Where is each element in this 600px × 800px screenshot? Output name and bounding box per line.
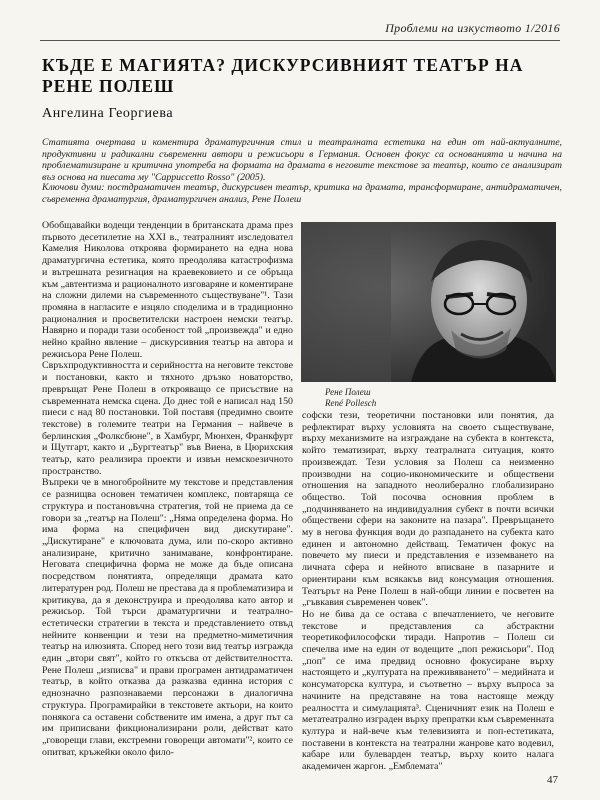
right-column	[302, 410, 554, 773]
paragraph: софски тези, теоретични постановки или понятия, да рефлектират върху условията на своето съществуване, върху механизмите на изграждане на субекта в контекста, който тематизират, върху театралната ситуация, която произвеждат. Тези условия за Полеш са неизменно производни на социо-икономическите и обществени отношения на западното неолиберално глобализирано общество. Той посочва основния проблем в „подчиняването на индивидуалния субект в почти всички обществени сфери на законите на пазара". Превръщането му в негова функция води до разпадането на субекта като единен и автономно действащ. Тематичен фокус на повечето му пиеси и представления е изземването на личната сфера и нейното вписване в пазарните и ориентирани към всякакъв вид консумация отношения. Театърът на Рене Полеш в най-общи линии е посветен на „гъвкавия съвременен човек".	[302, 410, 554, 609]
article-title: КЪДЕ Е МАГИЯТА? ДИСКУРСИВНИЯТ ТЕАТЪР НА РЕНЕ ПОЛЕШ	[42, 55, 524, 96]
left-column	[42, 220, 293, 775]
author-photo	[301, 222, 556, 382]
portrait-image	[301, 222, 556, 382]
photo-caption	[325, 387, 376, 409]
paragraph: Въпреки че в многобройните му текстове и представления се разнищва основен тематичен комплекс, повтаряща се структура и постановъчна стратегия, той не приема да се говори за „театър на Полеш": „Няма определена форма. Но има форма на специфичен вид дискутиране". „Дискутиране" е ключовата дума, или по-скоро активно анализиране, критично занимаване, конфронтиране. Неговата специфична форма не може да бъде описана посредством понятията, определящи драмата като литературен род. Полеш не престава да я проблематизира и критикува, да я деконструира и преодолява като автор и режисьор. Той търси драматургични и театрално-естетически стратегии в текста и представлението отвъд нейните конвенции и тези на предметно-миметичния театър на илюзията. Според него този вид театър изгражда един „втори свят", който го откъсва от действителността. Рене Полеш „изписва" и прави програмен антидраматичен театър, в който отказва да разказва единна история с еднозначно разпознаваеми персонажи в диалогична структура. Програмирайки в текстовете актьори, на които понякога са оставени собствените им имена, а друг път са им приписвани фикционализирани роли, действат като „говорещи глави, екстремни говорещи автомати"², които се опитват, кръжейки около фило-	[42, 477, 293, 758]
keywords: Ключови думи: постдраматичен театър, дискурсивен театър, критика на драмата, трансформиране, антидраматичен, съвременна драматургия, драматургичен анализ, Рене Полеш	[42, 182, 562, 205]
paragraph: Но не бива да се остава с впечатлението, че неговите текстове и представления са абстрактни теоретикофилософски тиради. Напротив – Полеш си спечелва име на един от водещите „поп режисьори". Под „поп" се има предвид основно фокусиране върху настоящето и „културата на преживяването" – медийната и консуматорска култура, и съответно – върху въпроса за начините на представяне на това настояще между реалността и симулацията³. Сценичният език на Полеш е метатеатрално изграден върху препратки към съвременната култура и най-вече към телевизията и поп-естетиката, поставени в контекста на театрални жанрове като водевил, кабаре или булеварден театър, върху които налага академичен жаргон. „Емблемата"	[302, 608, 554, 773]
paragraph: Обобщавайки водещи тенденции в британската драма през първото десетилетие на XXI в., театралният изследовател Камелия Николова откроява формирането на една нова драматургична естетика, която преодолява катастрофизма и вътрешната резигнация на краевековието и се обръща към „автентизма и рационалното изговаряне и коментиране на сложни дилеми на съвременното съществуване"¹. Тази промяна в нагласите е изцяло споделима и в традиционно рационалния и просветителски настроен немски театър. Навярно и поради тази особеност той „произвежда" и едно нейно крайно явление – дискурсивния театър на автора и режисьора Рене Полеш.	[42, 220, 293, 360]
abstract: Статията очертава и коментира драматургичния стил и театралната естетика на един от най-актуалните, продуктивни и радикални съвременни автори и режисьори в Германия. Основен фокус са основанията и начина на проблематизиране и критична употреба на формата на драмата в неговите текстове за театър, които се анализират въз основа на пиесата му "Cappuccetto Rosso" (2005).	[42, 137, 562, 184]
header-rule	[40, 40, 560, 41]
running-head: Проблеми на изкуството 1/2016	[385, 21, 560, 35]
author-name: Ангелина Георгиева	[42, 106, 174, 121]
page-number: 47	[547, 774, 558, 786]
caption-line: René Pollesch	[325, 398, 377, 408]
caption-line: Рене Полеш	[325, 387, 371, 397]
paragraph: Свръхпродуктивността и серийността на неговите текстове и постановки, както и тяхното дръзко новаторство, превръщат Рене Полеш в открояващо се присъствие на съвременната немска сцена. До днес той е написал над 150 пиеси с над 80 постановки. Той поставя (предимно своите текстове) в големите театри на Германия – найвече в берлинския „Фолксбюне", в Хамбург, Мюнхен, Франкфурт и Щутгарт, както и „Бургтеатър" във Виена, в Цюрихския театър, като реализира проекти и извън немскоезичното пространство.	[42, 360, 293, 477]
